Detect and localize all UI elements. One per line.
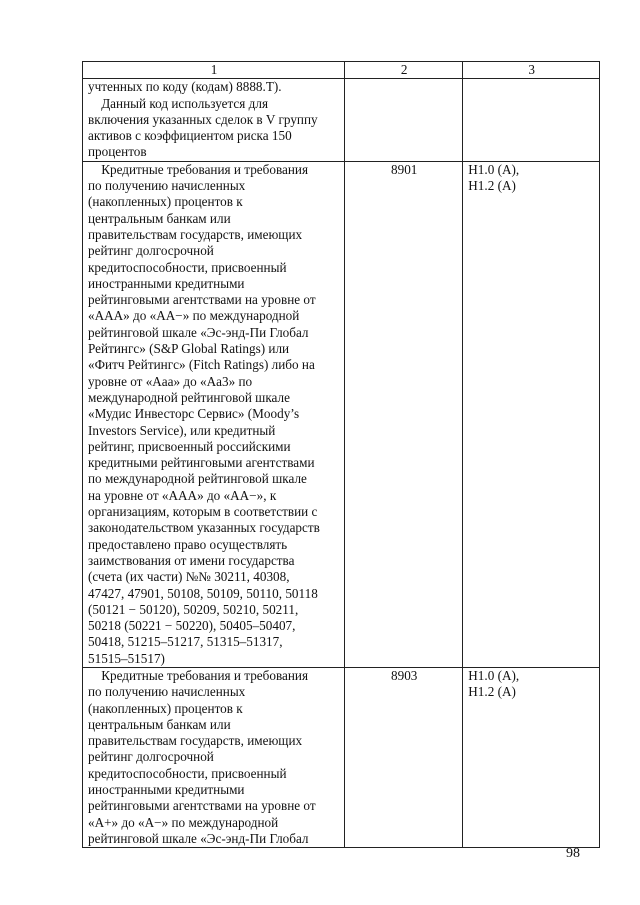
row-norms — [463, 79, 600, 161]
document-table — [82, 61, 600, 848]
row-norms: Н1.0 (А), Н1.2 (А) — [463, 161, 600, 667]
row-code: 8901 — [345, 161, 463, 667]
row-description: Кредитные требования и требования по получению начисленных (накопленных) процентов к центральным банкам или правительствам государств, имеющих рейтинг долгосрочной кредитоспособности, присвоенный иностранными кредитными рейтинговыми агентствами на уровне от «AAA» до «AA−» по международной рейтинговой шкале «Эс-энд-Пи Глобал Рейтингс» (S&P Global Ratings) или «Фитч Рейтингс» (Fitch Ratings) либо на уровне от «Aaa» до «Aa3» по международной рейтинговой шкале «Мудис Инвесторс Сервис» (Moody’s Investors Service), или кредитный рейтинг, присвоенный российскими кредитными рейтинговыми агентствами по международной рейтинговой шкале на уровне от «AAA» до «AA−», к организациям, которым в соответствии с законодательством указанных государств предоставлено право осуществлять заимствования от имени государства (счета (их части) №№ 30211, 40308, 47427, 47901, 50108, 50109, 50110, 50118 (50121 − 50120), 50209, 50210, 50211, 50218 (50221 − 50220), 50405–50407, 50418, 51215–51217, 51315–51317, 51515–51517) — [83, 161, 345, 667]
column-header-1: 1 — [83, 62, 345, 79]
table-row — [83, 161, 600, 667]
row-norms: Н1.0 (А), Н1.2 (А) — [463, 667, 600, 847]
page-number: 98 — [566, 846, 580, 861]
table-row — [83, 79, 600, 161]
column-header-2: 2 — [345, 62, 463, 79]
table-header-row — [83, 62, 600, 79]
row-code — [345, 79, 463, 161]
row-description: учтенных по коду (кодам) 8888.Т). Данный код используется для включения указанных сделок в V группу активов с коэффициентом риска 150 процентов — [83, 79, 345, 161]
column-header-3: 3 — [463, 62, 600, 79]
table-row — [83, 667, 600, 847]
row-code: 8903 — [345, 667, 463, 847]
row-description: Кредитные требования и требования по получению начисленных (накопленных) процентов к центральным банкам или правительствам государств, имеющих рейтинг долгосрочной кредитоспособности, присвоенный иностранными кредитными рейтинговыми агентствами на уровне от «A+» до «A−» по международной рейтинговой шкале «Эс-энд-Пи Глобал — [83, 667, 345, 847]
